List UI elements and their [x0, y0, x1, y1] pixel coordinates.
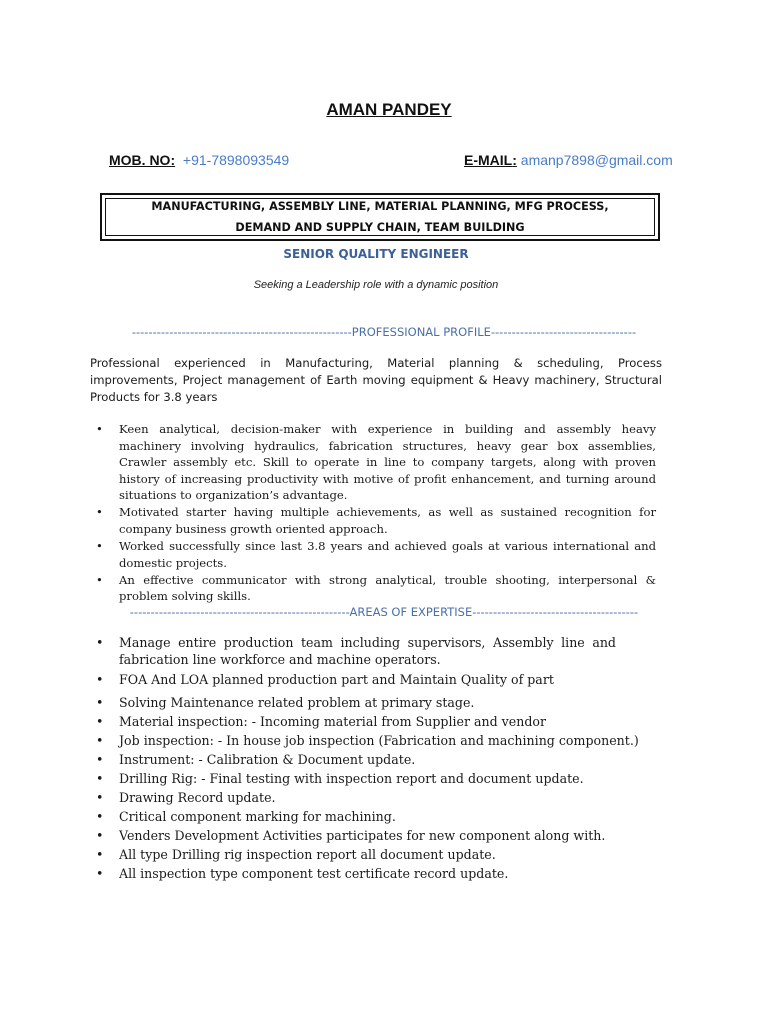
email-label: E-MAIL	[464, 152, 513, 168]
mobile-number: +91-7898093549	[182, 152, 290, 168]
profile-bullet-text: An effective communicator with strong analytical, trouble shooting, interpersonal & problem solving skills.	[119, 572, 656, 604]
professional-profile-heading: -----------------------------------------------------PROFESSIONAL PROFILE-----------------------------------	[131, 325, 637, 339]
bullet-icon: •	[96, 572, 103, 587]
expertise-bullet-text: Drilling Rig: - Final testing with inspection report and document update.	[119, 771, 584, 786]
list-item	[96, 504, 656, 537]
mobile-label: MOB. NO	[109, 152, 171, 168]
bullet-icon: •	[96, 752, 104, 767]
skills-line-1: MANUFACTURING, ASSEMBLY LINE, MATERIAL PLANNING, MFG PROCESS,	[151, 200, 609, 213]
expertise-bullet-text: Material inspection: - Incoming material from Supplier and vendor	[119, 714, 547, 729]
bullet-icon: •	[96, 790, 104, 805]
bullet-icon: •	[96, 733, 104, 748]
expertise-bullet-text: Manage entire production team including supervisors, Assembly line and fabrication line workforce and machine operators.	[119, 635, 616, 667]
bullet-icon: •	[96, 635, 104, 650]
bullet-icon: •	[96, 809, 104, 824]
bullet-icon: •	[96, 422, 103, 436]
list-item	[96, 421, 656, 504]
expertise-bullet-text: Instrument: - Calibration & Document update.	[119, 752, 416, 767]
bullet-icon: •	[96, 771, 104, 786]
list-item	[96, 572, 656, 605]
bullet-icon: •	[96, 505, 103, 520]
list-item	[96, 769, 656, 788]
profile-bullet-text: Motivated starter having multiple achievements, as well as sustained recognition for company business growth oriented approach.	[119, 505, 656, 537]
areas-of-expertise-heading: -----------------------------------------------------AREAS OF EXPERTISE----------------------------------------	[129, 605, 639, 619]
profile-summary: Professional experienced in Manufacturing, Material planning & scheduling, Process improvements, Project management of Earth moving equipment & Heavy machinery, Structural Products for 3.8 years	[90, 356, 662, 405]
list-item	[96, 864, 656, 883]
expertise-bullet-text: Drawing Record update.	[119, 790, 276, 805]
expertise-bullet-text: Venders Development Activities participates for new component along with.	[119, 828, 606, 843]
expertise-primary-list	[96, 635, 616, 693]
skills-summary-inner	[105, 198, 655, 236]
bullet-icon: •	[96, 672, 104, 687]
mobile-contact	[109, 152, 289, 168]
profile-bullet-text: Worked successfully since last 3.8 years and achieved goals at various international and domestic projects.	[119, 539, 656, 570]
list-item	[96, 693, 656, 712]
list-item	[96, 538, 656, 571]
expertise-bullet-text: All type Drilling rig inspection report all document update.	[119, 847, 496, 862]
expertise-bullet-text: Job inspection: - In house job inspection (Fabrication and machining component.)	[119, 733, 639, 748]
list-item	[96, 712, 656, 731]
expertise-bullet-text: All inspection type component test certificate record update.	[119, 866, 509, 881]
list-item	[96, 750, 656, 769]
email-address[interactable]: amanp7898@gmail.com	[520, 152, 673, 168]
email-contact	[464, 152, 673, 168]
bullet-icon: •	[96, 847, 104, 862]
list-item	[96, 672, 616, 689]
expertise-secondary-list	[96, 693, 656, 883]
mobile-label-colon: :	[170, 152, 176, 168]
bullet-icon: •	[96, 828, 104, 843]
profile-bullet-text: Keen analytical, decision-maker with experience in building and assembly heavy machinery involving hydraulics, fabrication structures, heavy gear box assemblies, Crawler assembly etc. Skill to operate in line to company targets, along with proven history of increasing productivity with motive of profit enhancement, and turning around situations to organization’s advantage.	[119, 422, 656, 503]
skills-summary-box	[100, 193, 660, 241]
job-title: SENIOR QUALITY ENGINEER	[283, 247, 469, 261]
list-item	[96, 635, 616, 668]
expertise-bullet-text: Solving Maintenance related problem at primary stage.	[119, 695, 475, 710]
expertise-bullet-text: Critical component marking for machining.	[119, 809, 396, 824]
list-item	[96, 826, 656, 845]
expertise-bullet-text: FOA And LOA planned production part and Maintain Quality of part	[119, 672, 554, 687]
list-item	[96, 788, 656, 807]
profile-bullet-list	[96, 421, 656, 606]
skills-line-2: DEMAND AND SUPPLY CHAIN, TEAM BUILDING	[235, 221, 525, 234]
email-label-colon: :	[512, 152, 517, 168]
bullet-icon: •	[96, 695, 104, 710]
bullet-icon: •	[96, 866, 104, 881]
career-objective: Seeking a Leadership role with a dynamic position	[253, 279, 499, 291]
list-item	[96, 807, 656, 826]
list-item	[96, 731, 656, 750]
candidate-name: AMAN PANDEY	[326, 100, 452, 119]
list-item	[96, 845, 656, 864]
bullet-icon: •	[96, 539, 103, 554]
bullet-icon: •	[96, 714, 104, 729]
